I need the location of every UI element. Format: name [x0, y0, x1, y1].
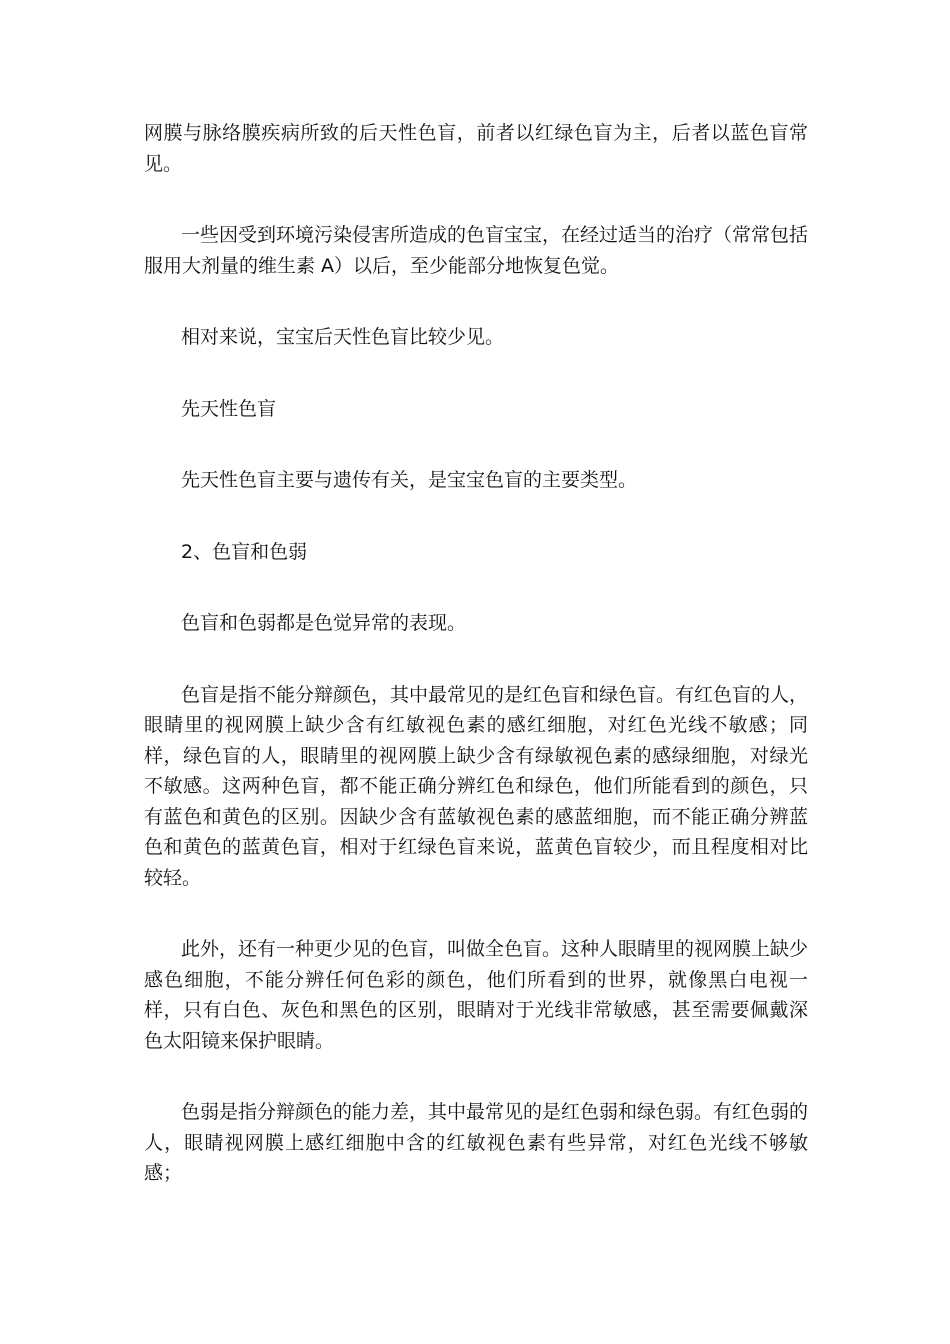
document-body: [144, 118, 808, 1189]
paragraph-definition: 色盲和色弱都是色觉异常的表现。: [181, 612, 467, 634]
paragraph-color-blindness-types: 色盲是指不能分辩颜色，其中最常见的是红色盲和绿色盲。有红色盲的人，眼睛里的视网膜上缺少含有红敏视色素的感红细胞，对红色光线不敏感；同样，绿色盲的人，眼睛里的视网膜上缺少含有绿敏视色素的感绿细胞，对绿光不敏感。这两种色盲，都不能正确分辨红色和绿色，他们所能看到的颜色，只有蓝色和黄色的区别。因缺少含有蓝敏视色素的感蓝细胞，而不能正确分辨蓝色和黄色的蓝黄色盲，相对于红绿色盲来说，蓝黄色盲较少，而且程度相对比较轻。: [144, 683, 809, 889]
paragraph-environmental-color-blindness: 一些因受到环境污染侵害所造成的色盲宝宝，在经过适当的治疗（常常包括服用大剂量的维生素 A）以后，至少能部分地恢复色觉。: [144, 224, 809, 277]
paragraph-congenital-genetic: 先天性色盲主要与遗传有关，是宝宝色盲的主要类型。: [181, 469, 638, 491]
paragraph-color-weakness: 色弱是指分辩颜色的能力差，其中最常见的是红色弱和绿色弱。有红色弱的人，眼睛视网膜上感红细胞中含的红敏视色素有些异常，对红色光线不够敏感；: [144, 1101, 809, 1184]
paragraph-acquired-rare: 相对来说，宝宝后天性色盲比较少见。: [181, 326, 505, 348]
paragraph-continuation: 网膜与脉络膜疾病所致的后天性色盲，前者以红绿色盲为主，后者以蓝色盲常见。: [144, 122, 808, 175]
paragraph-total-color-blindness: 此外，还有一种更少见的色盲，叫做全色盲。这种人眼睛里的视网膜上缺少感色细胞，不能分辨任何色彩的颜色，他们所看到的世界，就像黑白电视一样，只有白色、灰色和黑色的区别，眼睛对于光线非常敏感，甚至需要佩戴深色太阳镜来保护眼睛。: [144, 938, 809, 1052]
section-heading-color-blindness-weakness: 2、色盲和色弱: [181, 540, 308, 563]
section-heading-congenital: 先天性色盲: [181, 397, 277, 420]
